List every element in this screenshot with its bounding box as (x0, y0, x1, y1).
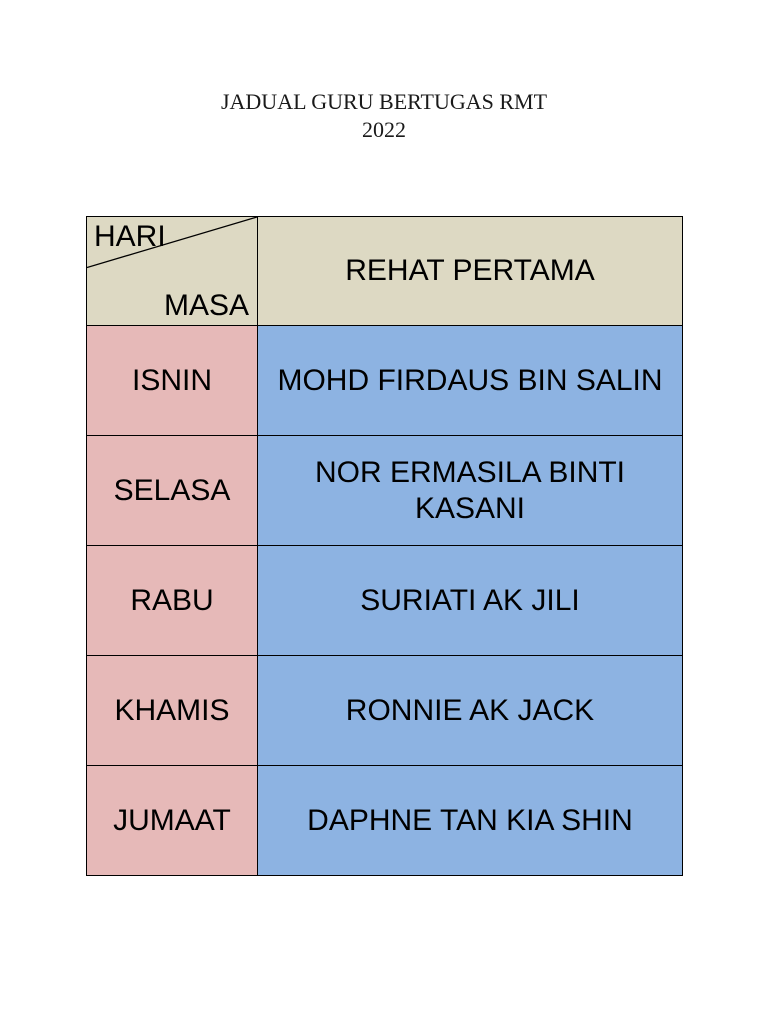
day-cell: SELASA (87, 436, 258, 546)
corner-label-hari: HARI (94, 220, 166, 253)
table-row (87, 326, 683, 436)
day-cell: ISNIN (87, 326, 258, 436)
table-header-row (87, 217, 683, 326)
teacher-name-cell: MOHD FIRDAUS BIN SALIN (258, 326, 683, 436)
teacher-name-cell: SURIATI AK JILI (258, 546, 683, 656)
day-cell: RABU (87, 546, 258, 656)
corner-label-masa: MASA (163, 289, 249, 322)
day-cell: JUMAAT (87, 766, 258, 876)
teacher-name-cell: DAPHNE TAN KIA SHIN (258, 766, 683, 876)
corner-header-cell (87, 217, 258, 326)
day-cell: KHAMIS (87, 656, 258, 766)
table-row (87, 656, 683, 766)
teacher-name-cell: RONNIE AK JACK (258, 656, 683, 766)
table-row (87, 436, 683, 546)
document-year: 2022 (362, 117, 406, 142)
table-row (87, 546, 683, 656)
table-row (87, 766, 683, 876)
column-header-rehat-pertama: REHAT PERTAMA (258, 217, 683, 326)
teacher-name-cell: NOR ERMASILA BINTI KASANI (258, 436, 683, 546)
duty-schedule-table (86, 216, 683, 876)
document-title: JADUAL GURU BERTUGAS RMT (220, 89, 548, 114)
